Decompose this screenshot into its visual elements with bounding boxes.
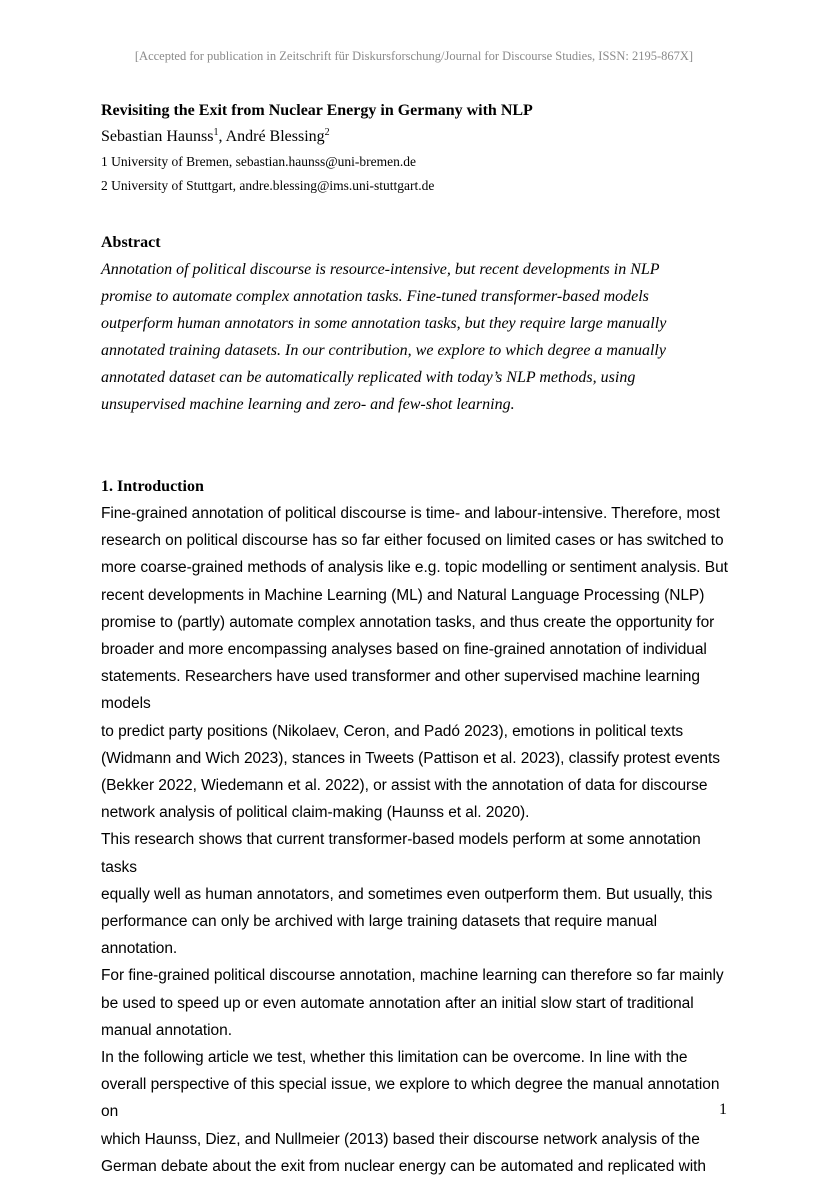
publication-note: [Accepted for publication in Zeitschrift für Diskursforschung/Journal for Discourse Studies, ISSN: 2195-867X] [134,49,694,63]
text-line: manual annotation. [101,1021,232,1039]
text-line: which Haunss, Diez, and Nullmeier (2013) based their discourse network analysis of the [101,1130,700,1148]
text-line: performance can only be archived with large training datasets that require manual annotation. [101,913,657,958]
text-line: German debate about the exit from nuclear energy can be automated and replicated with [101,1157,706,1175]
text-line: recent developments in Machine Learning (ML) and Natural Language Processing (NLP) [101,586,705,604]
page-content [101,96,731,1180]
affiliation: 1 University of Bremen, sebastian.haunss@uni-bremen.de [101,154,416,169]
text-line: statements. Researchers have used transformer and other supervised machine learning models [101,668,700,713]
text-line: equally well as human annotators, and sometimes even outperform them. But usually, this [101,885,713,903]
introduction-body [101,500,731,1180]
text-line: This research shows that current transformer-based models perform at some annotation tasks [101,831,701,876]
text-line: (Bekker 2022, Wiedemann et al. 2022), or assist with the annotation of data for discourse [101,777,708,795]
text-line: research on political discourse has so far either focused on limited cases or has switched to [101,532,724,550]
text-line: overall perspective of this special issue, we explore to which degree the manual annotation on [101,1076,720,1121]
abstract-line: annotated training datasets. In our contribution, we explore to which degree a manually [101,342,666,359]
author-name: André Blessing [225,128,325,145]
affiliation: 2 University of Stuttgart, andre.blessing@ims.uni-stuttgart.de [101,178,435,193]
text-line: broader and more encompassing analyses based on fine-grained annotation of individual [101,641,707,659]
paper-title: Revisiting the Exit from Nuclear Energy in Germany with NLP [101,102,533,119]
abstract-heading: Abstract [101,234,161,251]
abstract-line: outperform human annotators in some annotation tasks, but they require large manually [101,315,667,332]
text-line: For fine-grained political discourse annotation, machine learning can therefore so far mainly [101,967,724,985]
text-line: network analysis of political claim-making (Haunss et al. 2020). [101,804,530,822]
text-line: In the following article we test, whether this limitation can be overcome. In line with the [101,1049,688,1067]
text-line: (Widmann and Wich 2023), stances in Tweets (Pattison et al. 2023), classify protest events [101,749,720,767]
text-line: to predict party positions (Nikolaev, Ceron, and Padó 2023), emotions in political texts [101,722,684,740]
abstract-line: promise to automate complex annotation tasks. Fine-tuned transformer-based models [101,288,649,305]
author-affiliation-marker: 1 [213,127,219,138]
abstract-section [101,229,731,418]
introduction-section [101,473,731,1180]
abstract-line: Annotation of political discourse is resource-intensive, but recent developments in NLP [101,261,660,278]
text-line: Fine-grained annotation of political discourse is time- and labour-intensive. Therefore, most [101,505,720,522]
introduction-heading: 1. Introduction [101,478,204,495]
author-name: Sebastian Haunss [101,128,214,145]
abstract-line: annotated dataset can be automatically replicated with today’s NLP methods, using [101,369,636,386]
abstract-body [101,256,731,418]
page-number: 1 [719,1101,727,1118]
author-line [101,124,731,150]
abstract-line: unsupervised machine learning and zero- and few-shot learning. [101,396,515,413]
text-line: promise to (partly) automate complex annotation tasks, and thus create the opportunity for [101,613,715,631]
text-line: be used to speed up or even automate annotation after an initial slow start of traditional [101,994,694,1012]
author-separator: , [218,128,226,145]
author-affiliation-marker: 2 [324,127,330,138]
text-line: more coarse-grained methods of analysis like e.g. topic modelling or sentiment analysis. But [101,559,728,577]
